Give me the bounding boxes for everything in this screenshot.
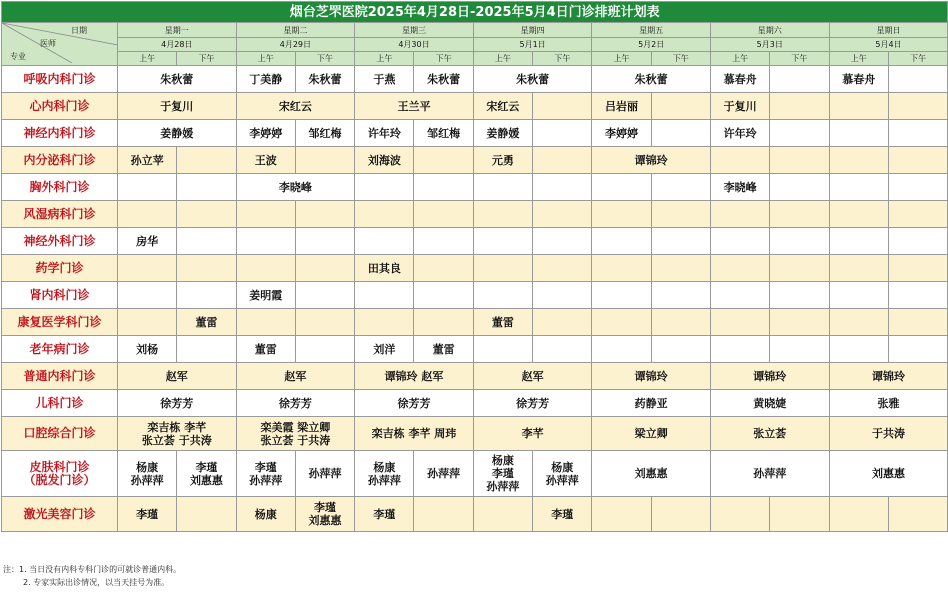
schedule-cell [829, 336, 888, 363]
schedule-cell [473, 201, 532, 228]
department-name: 胸外科门诊 [2, 174, 118, 201]
schedule-cell [710, 336, 769, 363]
schedule-cell [888, 336, 948, 363]
schedule-cell [829, 93, 888, 120]
schedule-cell [888, 201, 948, 228]
footnote-1: 注：1. 当日没有内科专科门诊的可就诊普通内科。 [3, 565, 182, 574]
schedule-cell [533, 228, 592, 255]
schedule-cell [888, 282, 948, 309]
morning-header: 上午 [710, 52, 769, 66]
schedule-cell: 姜静媛 [118, 120, 237, 147]
schedule-cell [770, 120, 829, 147]
schedule-cell: 张雅 [829, 390, 948, 417]
schedule-cell: 朱秋蕾 [473, 66, 592, 93]
schedule-cell: 李芊 [473, 417, 592, 451]
schedule-cell [295, 255, 354, 282]
schedule-cell [295, 282, 354, 309]
corner-specialty-label: 专业 [10, 52, 26, 61]
schedule-cell [710, 255, 769, 282]
schedule-cell: 李瑾 [355, 497, 414, 532]
schedule-cell [236, 228, 295, 255]
schedule-cell [473, 174, 532, 201]
schedule-cell: 李晓峰 [236, 174, 355, 201]
morning-header: 上午 [236, 52, 295, 66]
schedule-cell: 杨康 孙萍萍 [118, 451, 177, 497]
schedule-cell: 许年玲 [355, 120, 414, 147]
department-name: 儿科门诊 [2, 390, 118, 417]
schedule-cell: 朱秋蕾 [414, 66, 473, 93]
schedule-cell [888, 228, 948, 255]
department-row [2, 93, 948, 120]
department-name: 风湿病科门诊 [2, 201, 118, 228]
schedule-cell [829, 201, 888, 228]
schedule-cell: 李瑾 孙萍萍 [236, 451, 295, 497]
schedule-cell [888, 497, 948, 532]
department-row [2, 309, 948, 336]
schedule-cell: 于复川 [118, 93, 237, 120]
schedule-cell [295, 309, 354, 336]
morning-header: 上午 [473, 52, 532, 66]
footnotes [3, 563, 181, 589]
schedule-cell: 董雷 [177, 309, 236, 336]
schedule-cell [177, 174, 236, 201]
schedule-cell [770, 255, 829, 282]
schedule-cell [118, 309, 177, 336]
schedule-cell: 孙萍萍 [710, 451, 829, 497]
schedule-cell [592, 497, 651, 532]
department-row [2, 390, 948, 417]
schedule-cell [710, 228, 769, 255]
department-name: 药学门诊 [2, 255, 118, 282]
schedule-cell [414, 201, 473, 228]
schedule-cell [829, 282, 888, 309]
schedule-cell [355, 309, 414, 336]
schedule-cell: 孙萍萍 [414, 451, 473, 497]
department-row [2, 228, 948, 255]
schedule-cell [414, 174, 473, 201]
afternoon-header: 下午 [533, 52, 592, 66]
morning-header: 上午 [592, 52, 651, 66]
schedule-cell [177, 336, 236, 363]
schedule-cell: 董雷 [414, 336, 473, 363]
schedule-cell [414, 228, 473, 255]
date-header: 5月1日 [473, 38, 592, 52]
schedule-cell [473, 228, 532, 255]
schedule-cell [770, 497, 829, 532]
schedule-cell [177, 282, 236, 309]
schedule-cell: 赵军 [118, 363, 237, 390]
schedule-cell [651, 120, 710, 147]
schedule-cell [533, 201, 592, 228]
schedule-cell: 宋红云 [473, 93, 532, 120]
department-row [2, 497, 948, 532]
schedule-cell [829, 255, 888, 282]
schedule-cell [770, 282, 829, 309]
schedule-cell: 赵军 [473, 363, 592, 390]
page-title: 烟台芝罘医院2025年4月28日-2025年5月4日门诊排班计划表 [2, 2, 948, 23]
schedule-cell [651, 228, 710, 255]
schedule-cell [770, 66, 829, 93]
schedule-cell [770, 201, 829, 228]
schedule-cell: 董雷 [236, 336, 295, 363]
schedule-cell [533, 255, 592, 282]
schedule-cell: 姜静媛 [473, 120, 532, 147]
schedule-cell [177, 147, 236, 174]
schedule-cell [592, 255, 651, 282]
schedule-cell [118, 282, 177, 309]
schedule-cell: 谭锦玲 [710, 363, 829, 390]
schedule-cell [651, 174, 710, 201]
schedule-cell: 谭锦玲 [592, 363, 711, 390]
afternoon-header: 下午 [770, 52, 829, 66]
department-row [2, 417, 948, 451]
schedule-cell [829, 174, 888, 201]
department-name: 皮肤科门诊 （脱发门诊） [2, 451, 118, 497]
department-name: 心内科门诊 [2, 93, 118, 120]
schedule-cell: 徐芳芳 [236, 390, 355, 417]
afternoon-header: 下午 [177, 52, 236, 66]
schedule-cell: 刘洋 [355, 336, 414, 363]
schedule-cell [414, 497, 473, 532]
department-name: 呼吸内科门诊 [2, 66, 118, 93]
schedule-cell [295, 201, 354, 228]
schedule-cell [177, 228, 236, 255]
schedule-cell [414, 147, 473, 174]
schedule-cell [888, 120, 948, 147]
schedule-cell [770, 147, 829, 174]
department-row [2, 66, 948, 93]
schedule-cell [651, 201, 710, 228]
schedule-cell: 姜明霞 [236, 282, 295, 309]
schedule-cell [592, 282, 651, 309]
schedule-cell: 吕岩丽 [592, 93, 651, 120]
schedule-cell [177, 497, 236, 532]
schedule-cell [295, 147, 354, 174]
schedule-cell [829, 120, 888, 147]
schedule-cell: 孙立苹 [118, 147, 177, 174]
date-header: 4月29日 [236, 38, 355, 52]
department-name: 神经内科门诊 [2, 120, 118, 147]
schedule-cell: 朱秋蕾 [592, 66, 711, 93]
schedule-cell [888, 93, 948, 120]
department-row [2, 147, 948, 174]
schedule-table [1, 1, 948, 532]
schedule-cell: 李婷婷 [592, 120, 651, 147]
department-row [2, 282, 948, 309]
weekday-header: 星期四 [473, 23, 592, 38]
schedule-cell: 栾美霞 梁立卿 张立荟 于共涛 [236, 417, 355, 451]
morning-header: 上午 [355, 52, 414, 66]
schedule-cell [710, 201, 769, 228]
date-header: 5月4日 [829, 38, 948, 52]
afternoon-header: 下午 [414, 52, 473, 66]
schedule-cell: 朱秋蕾 [295, 66, 354, 93]
weekday-header: 星期三 [355, 23, 474, 38]
schedule-cell: 李瑾 刘惠惠 [177, 451, 236, 497]
date-header: 5月3日 [710, 38, 829, 52]
schedule-cell: 丁美静 [236, 66, 295, 93]
weekday-header: 星期六 [710, 23, 829, 38]
schedule-cell: 栾吉栋 李芊 周玮 [355, 417, 474, 451]
department-row [2, 255, 948, 282]
department-name: 肾内科门诊 [2, 282, 118, 309]
department-row [2, 451, 948, 497]
weekday-header: 星期五 [592, 23, 711, 38]
schedule-cell [888, 174, 948, 201]
schedule-cell [770, 228, 829, 255]
schedule-cell: 邹红梅 [295, 120, 354, 147]
schedule-cell [770, 93, 829, 120]
schedule-cell: 刘杨 [118, 336, 177, 363]
schedule-cell [592, 174, 651, 201]
schedule-cell [829, 147, 888, 174]
schedule-cell: 许年玲 [710, 120, 769, 147]
schedule-cell: 田其良 [355, 255, 414, 282]
schedule-cell [118, 255, 177, 282]
schedule-cell [651, 93, 710, 120]
department-name: 老年病门诊 [2, 336, 118, 363]
schedule-cell [651, 255, 710, 282]
schedule-cell [533, 147, 592, 174]
schedule-cell: 药静亚 [592, 390, 711, 417]
schedule-cell: 李瑾 [118, 497, 177, 532]
schedule-cell: 宋红云 [236, 93, 355, 120]
schedule-cell: 赵军 [236, 363, 355, 390]
schedule-cell [236, 255, 295, 282]
schedule-cell: 慕春舟 [829, 66, 888, 93]
date-header: 4月30日 [355, 38, 474, 52]
schedule-cell: 邹红梅 [414, 120, 473, 147]
schedule-cell: 徐芳芳 [355, 390, 474, 417]
weekday-header: 星期二 [236, 23, 355, 38]
schedule-cell: 董雷 [473, 309, 532, 336]
department-name: 康复医学科门诊 [2, 309, 118, 336]
schedule-cell [770, 174, 829, 201]
footnote-2: 2. 专家实际出诊情况，以当天挂号为准。 [23, 578, 170, 587]
weekday-header: 星期日 [829, 23, 948, 38]
schedule-cell [533, 174, 592, 201]
department-row [2, 174, 948, 201]
schedule-cell [118, 201, 177, 228]
afternoon-header: 下午 [295, 52, 354, 66]
schedule-cell: 谭锦玲 [592, 147, 711, 174]
schedule-cell: 刘惠惠 [592, 451, 711, 497]
schedule-cell: 徐芳芳 [473, 390, 592, 417]
schedule-cell [355, 201, 414, 228]
schedule-cell: 李瑾 [533, 497, 592, 532]
department-row [2, 201, 948, 228]
morning-header: 上午 [118, 52, 177, 66]
schedule-cell: 元勇 [473, 147, 532, 174]
schedule-cell [118, 174, 177, 201]
header-corner [2, 23, 118, 66]
schedule-cell [355, 282, 414, 309]
weekday-header: 星期一 [118, 23, 237, 38]
schedule-cell: 杨康 孙萍萍 [533, 451, 592, 497]
afternoon-header: 下午 [888, 52, 948, 66]
schedule-cell: 徐芳芳 [118, 390, 237, 417]
schedule-cell [295, 228, 354, 255]
schedule-cell [829, 497, 888, 532]
schedule-cell: 谭锦玲 [829, 363, 948, 390]
department-name: 神经外科门诊 [2, 228, 118, 255]
schedule-cell [236, 309, 295, 336]
department-row [2, 363, 948, 390]
schedule-cell: 王兰平 [355, 93, 474, 120]
schedule-cell [533, 93, 592, 120]
schedule-cell: 慕春舟 [710, 66, 769, 93]
schedule-cell [473, 497, 532, 532]
schedule-cell [829, 309, 888, 336]
schedule-cell [355, 174, 414, 201]
schedule-cell [651, 336, 710, 363]
schedule-cell: 李晓峰 [710, 174, 769, 201]
schedule-cell: 刘惠惠 [829, 451, 948, 497]
schedule-cell: 于燕 [355, 66, 414, 93]
schedule-cell [888, 66, 948, 93]
schedule-cell [533, 309, 592, 336]
schedule-cell: 杨康 [236, 497, 295, 532]
schedule-cell: 杨康 李瑾 孙萍萍 [473, 451, 532, 497]
schedule-cell: 谭锦玲 赵军 [355, 363, 474, 390]
schedule-cell [473, 255, 532, 282]
department-row [2, 120, 948, 147]
schedule-cell: 朱秋蕾 [118, 66, 237, 93]
department-name: 普通内科门诊 [2, 363, 118, 390]
department-name: 内分泌科门诊 [2, 147, 118, 174]
schedule-cell [710, 497, 769, 532]
schedule-cell: 杨康 孙萍萍 [355, 451, 414, 497]
schedule-cell [473, 336, 532, 363]
schedule-cell: 张立荟 [710, 417, 829, 451]
schedule-cell [770, 336, 829, 363]
date-header: 5月2日 [592, 38, 711, 52]
schedule-cell: 于共涛 [829, 417, 948, 451]
schedule-cell [592, 201, 651, 228]
corner-doctor-label: 医师 [40, 39, 56, 48]
schedule-cell [177, 255, 236, 282]
schedule-cell: 孙萍萍 [295, 451, 354, 497]
schedule-cell [651, 497, 710, 532]
schedule-cell [888, 255, 948, 282]
schedule-cell [829, 228, 888, 255]
schedule-cell [888, 147, 948, 174]
schedule-cell [651, 309, 710, 336]
schedule-cell: 于复川 [710, 93, 769, 120]
schedule-cell: 刘海波 [355, 147, 414, 174]
schedule-cell: 房华 [118, 228, 177, 255]
schedule-cell [592, 228, 651, 255]
afternoon-header: 下午 [651, 52, 710, 66]
schedule-cell [533, 120, 592, 147]
schedule-cell [533, 336, 592, 363]
department-name: 激光美容门诊 [2, 497, 118, 532]
schedule-cell: 李瑾 刘惠惠 [295, 497, 354, 532]
schedule-cell [533, 282, 592, 309]
schedule-cell [414, 255, 473, 282]
department-name: 口腔综合门诊 [2, 417, 118, 451]
schedule-cell [414, 309, 473, 336]
schedule-cell [710, 147, 769, 174]
schedule-cell: 李婷婷 [236, 120, 295, 147]
schedule-cell [473, 282, 532, 309]
schedule-cell [710, 282, 769, 309]
schedule-cell: 黄晓婕 [710, 390, 829, 417]
schedule-cell [295, 336, 354, 363]
schedule-cell [414, 282, 473, 309]
schedule-cell: 王波 [236, 147, 295, 174]
schedule-cell: 梁立卿 [592, 417, 711, 451]
morning-header: 上午 [829, 52, 888, 66]
schedule-cell [592, 336, 651, 363]
schedule-cell [592, 309, 651, 336]
schedule-cell [355, 228, 414, 255]
schedule-cell [888, 309, 948, 336]
schedule-cell [770, 309, 829, 336]
schedule-cell [651, 282, 710, 309]
schedule-cell [710, 309, 769, 336]
schedule-cell [177, 201, 236, 228]
schedule-cell: 栾吉栋 李芊 张立荟 于共涛 [118, 417, 237, 451]
date-header: 4月28日 [118, 38, 237, 52]
department-row [2, 336, 948, 363]
schedule-cell [236, 201, 295, 228]
corner-date-label: 日期 [71, 26, 87, 35]
